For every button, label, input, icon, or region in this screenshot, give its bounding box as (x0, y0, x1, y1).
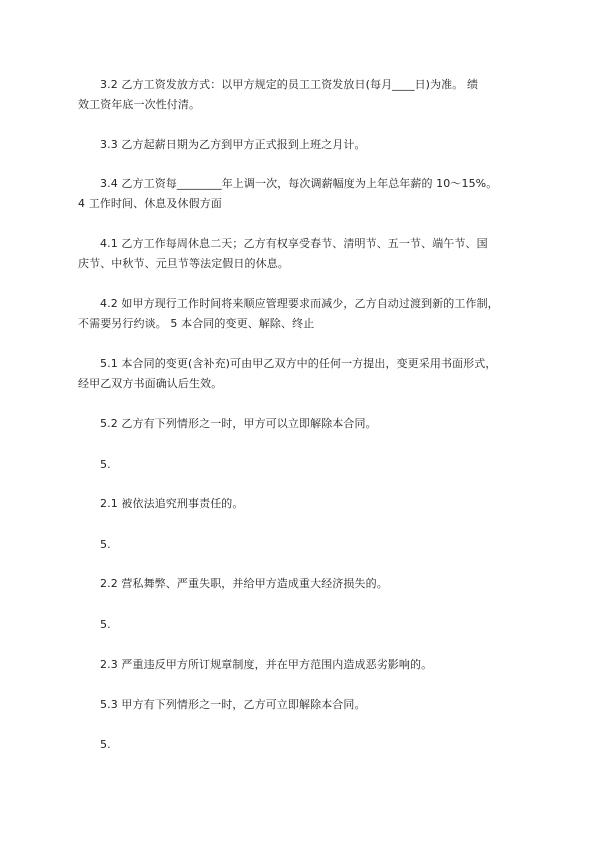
paragraph-5-dot-b (78, 535, 524, 555)
paragraph-3-2 (78, 75, 524, 115)
paragraph-5-1 (78, 354, 524, 394)
section-heading-4: 4 工作时间、休息及休假方面 (78, 197, 222, 210)
paragraph-2-3 (78, 655, 524, 675)
text-line: 5. (100, 618, 111, 631)
text-line: 不需要另行约谈。 5 本合同的变更、解除、终止 (78, 317, 315, 330)
paragraph-2-2 (78, 574, 524, 594)
paragraph-5-3 (78, 695, 524, 715)
text-line: 5. (100, 458, 111, 471)
text-line: 5. (100, 738, 111, 751)
text-line: 经甲乙双方书面确认后生效。 (78, 377, 223, 390)
text-line: 3.3 乙方起薪日期为乙方到甲方正式报到上班之月计。 (100, 138, 366, 151)
text-line: 2.3 严重违反甲方所订规章制度，并在甲方范围内造成恶劣影响的。 (100, 658, 433, 671)
paragraph-4-2 (78, 294, 524, 334)
text-line: 2.2 营私舞弊、严重失职，并给甲方造成重大经济损失的。 (100, 577, 388, 590)
text-line: 效工资年底一次性付清。 (78, 98, 201, 111)
paragraph-2-1 (78, 494, 524, 514)
text-line: 5.3 甲方有下列情形之一时，乙方可立即解除本合同。 (100, 698, 366, 711)
text-line: 2.1 被依法追究刑事责任的。 (100, 497, 244, 510)
paragraph-3-3 (78, 135, 524, 155)
text-line: 5. (100, 538, 111, 551)
text-line: 4.2 如甲方现行工作时间将来顺应管理要求而减少，乙方自动过渡到新的工作制， (100, 297, 499, 310)
text-line: 3.4 乙方工资每________年上调一次，每次调薪幅度为上年总年薪的 10～15%。 (100, 177, 498, 190)
paragraph-5-dot-a (78, 455, 524, 475)
paragraph-3-4 (78, 174, 524, 214)
text-line: 4.1 乙方工作每周休息二天；乙方有权享受春节、清明节、五一节、端午节、国 (100, 237, 488, 250)
paragraph-5-dot-d (78, 735, 524, 755)
text-line: 5.2 乙方有下列情形之一时，甲方可以立即解除本合同。 (100, 417, 377, 430)
paragraph-5-2 (78, 414, 524, 434)
text-line: 庆节、中秋节、元旦节等法定假日的休息。 (78, 257, 289, 270)
text-line: 5.1 本合同的变更(含补充)可由甲乙双方中的任何一方提出，变更采用书面形式， (100, 357, 497, 370)
paragraph-5-dot-c (78, 615, 524, 635)
text-line: 3.2 乙方工资发放方式：以甲方规定的员工工资发放日(每月____日)为准。 绩 (100, 78, 479, 91)
paragraph-4-1 (78, 234, 524, 274)
